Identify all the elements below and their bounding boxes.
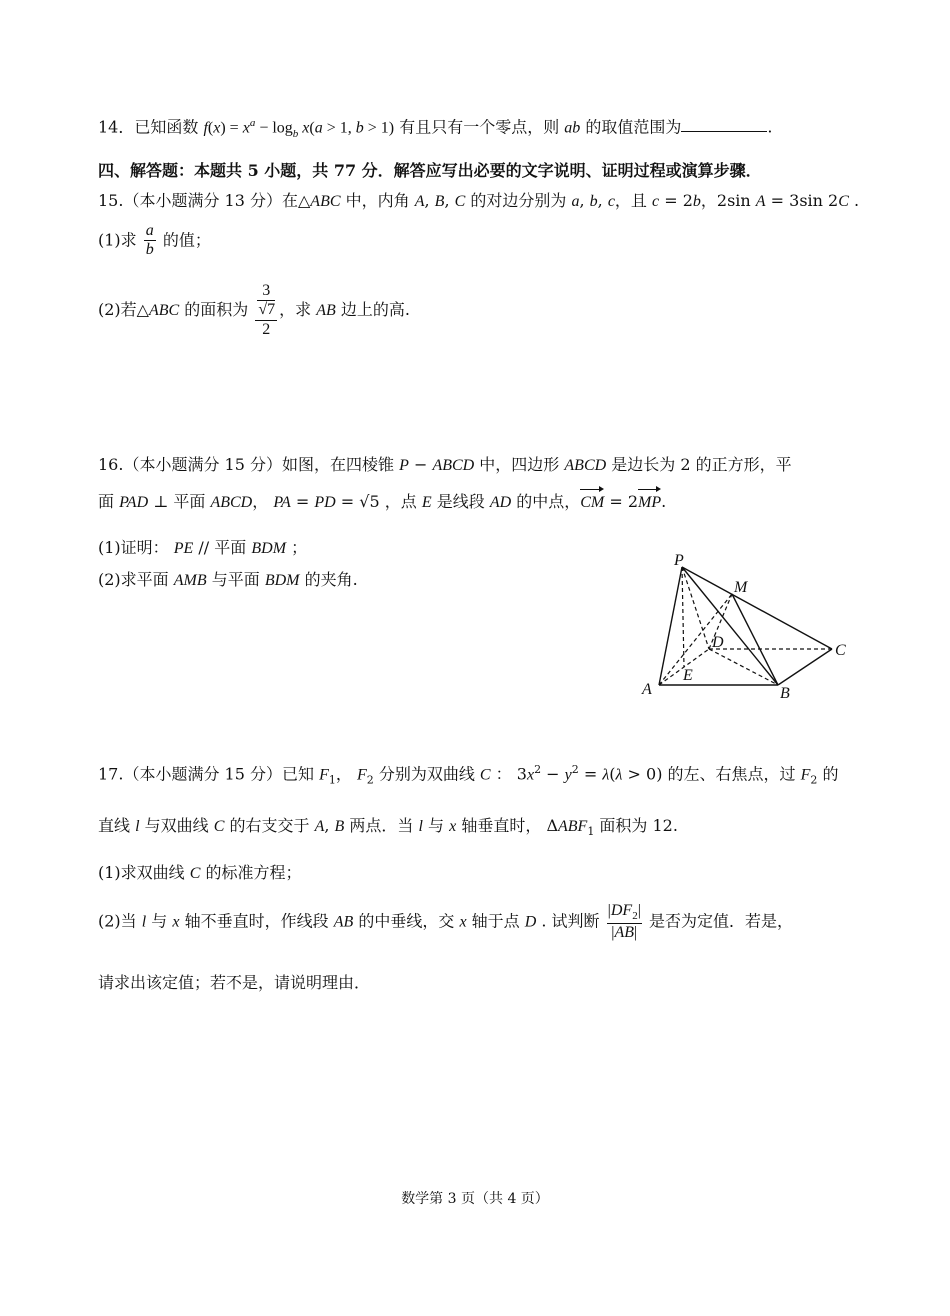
q16-stem-line2: 面 PAD ⊥ 平面 ABCD， PA = PD = √5 ，点 E 是线段 AD 的中点，CM = 2MP. [98, 492, 667, 511]
edge-PE [682, 567, 684, 667]
label-E: E [683, 667, 693, 684]
label-P: P [674, 552, 684, 569]
q15-part1: (1)求 $\frac{a}{b}$ 的值； [98, 222, 211, 259]
q17-part2-line1: (2)当 l 与 x 轴不垂直时，作线段 AB 的中垂线，交 x 轴于点 D . 试判断 $\frac{|DF_2|}{|AB|}$ 是否为定值．若是， [98, 902, 793, 941]
label-A: A [642, 681, 652, 698]
label-D: D [712, 634, 724, 651]
q16-part2: (2)求平面 AMB 与平面 BDM 的夹角. [98, 570, 358, 589]
edge-DB [709, 649, 778, 685]
q17-part2-line2: 请求出该定值；若不是，请说明理由． [98, 973, 371, 992]
q14-line: 14．已知函数 $f(x) = x^a - \log_b x(a > 1$, b > 1) 有且只有一个零点，则 ab 的取值范围为 . [98, 117, 773, 140]
label-M: M [734, 579, 748, 596]
edge-PB [682, 567, 778, 685]
q17-stem-line2: 直线 l 与双曲线 C 的右支交于 A, B 两点．当 l 与 x 轴垂直时， $\Delta ABF_1$ 面积为 12. [98, 816, 678, 839]
q17-part1: (1)求双曲线 C 的标准方程； [98, 863, 302, 882]
section4-heading: 四、解答题：本题共 5 小题，共 77 分．解答应写出必要的文字说明、证明过程或演算步骤． [98, 161, 762, 180]
edge-BC [778, 649, 832, 685]
q16-stem-line1: 16.（本小题满分 15 分）如图，在四棱锥 P − ABCD 中，四边形 ABCD 是边长为 2 的正方形，平 [98, 455, 792, 474]
label-C: C [835, 642, 846, 659]
label-B: B [780, 685, 790, 700]
page-footer: 数学第 3 页（共 4 页） [401, 1191, 549, 1207]
q15-stem: 15.（本小题满分 13 分）在△ABC 中，内角 A, B, C 的对边分别为 a, b, c，且 c = 2b，2sin A = 3sin 2C . [98, 191, 860, 210]
q17-stem-line1: 17.（本小题满分 15 分）已知 $F_1$， $F_2$ 分别为双曲线 C ： $3x^2 - y^2 = \lambda(\lambda > 0)$ 的左、右焦点，过 $F_2$ 的 [98, 763, 839, 787]
edge-PA [659, 567, 682, 685]
q16-part1: (1)证明： PE // 平面 BDM ； [98, 538, 308, 557]
pyramid-figure [632, 548, 862, 700]
answer-blank[interactable] [681, 117, 767, 132]
q15-part2: (2)若△ABC 的面积为 3 √7 2 ，求 AB 边上的高. [98, 282, 410, 338]
